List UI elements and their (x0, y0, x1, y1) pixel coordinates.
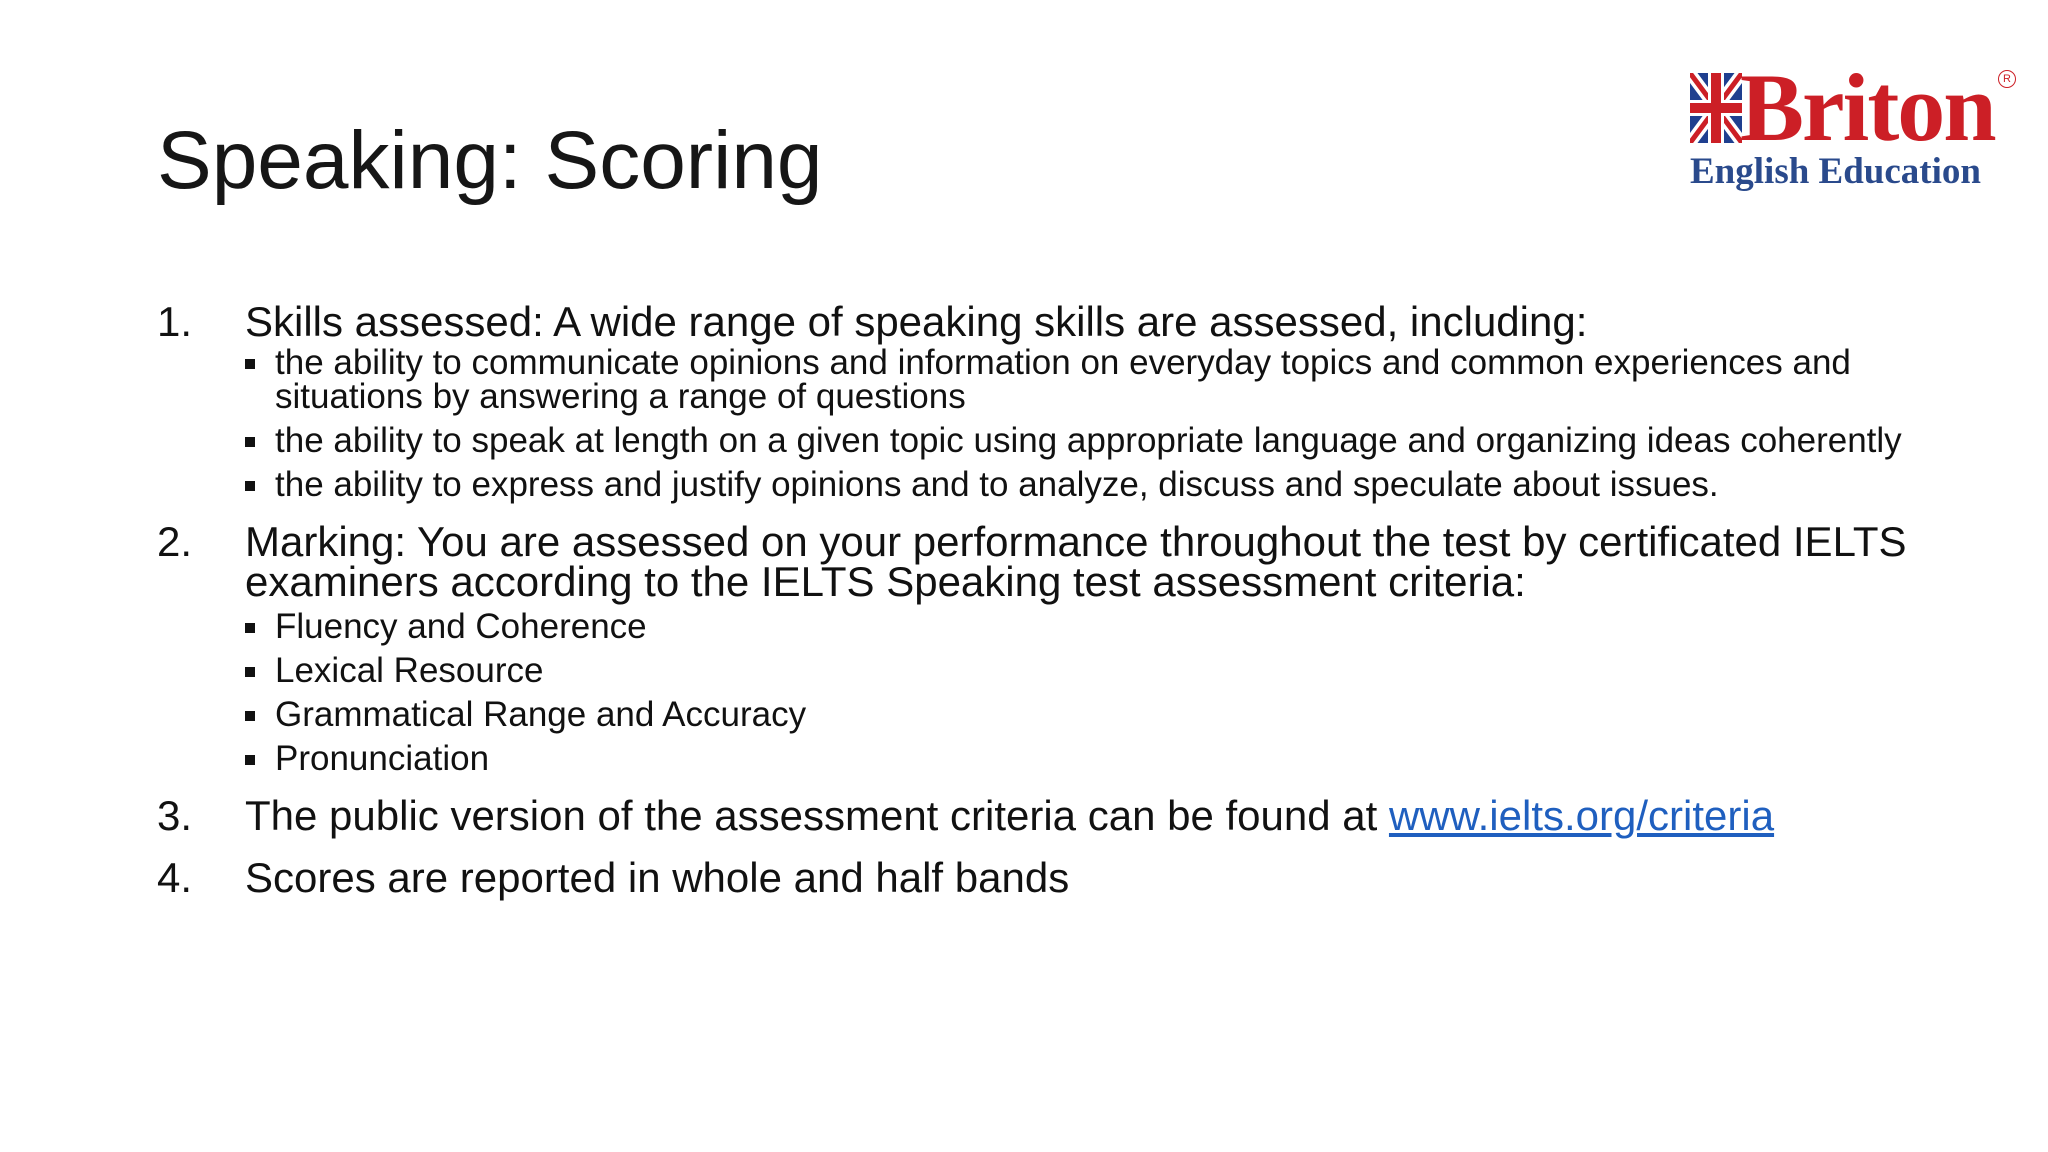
sub-item (245, 695, 1917, 734)
square-bullet-icon (245, 481, 255, 491)
briton-logo (1690, 54, 2020, 202)
sub-item (245, 651, 1917, 690)
logo-subtitle: English Education (1690, 151, 1981, 192)
logo-wordmark: Briton (1740, 54, 1995, 161)
sub-item-text: Lexical Resource (275, 651, 544, 690)
sub-item (245, 739, 1917, 778)
square-bullet-icon (245, 711, 255, 721)
item-text: Marking: You are assessed on your performance throughout the test by certificated IELTS examiners according to the IELTS Speaking test assessment criteria: (245, 518, 1907, 605)
square-bullet-icon (245, 623, 255, 633)
square-bullet-icon (245, 755, 255, 765)
item-text-lead: The public version of the assessment criteria can be found at (245, 792, 1389, 839)
sub-list (245, 607, 1917, 778)
item-number: 4. (157, 854, 193, 901)
sub-item-text: the ability to communicate opinions and information on everyday topics and common experiences and situations by answering a range of questions (275, 343, 1851, 416)
list-item-4 (157, 854, 1917, 901)
square-bullet-icon (245, 667, 255, 677)
sub-item-text: Fluency and Coherence (275, 607, 647, 646)
list-item-3 (157, 792, 1917, 839)
item-text: Scores are reported in whole and half bands (245, 854, 1070, 901)
item-number: 2. (157, 518, 193, 565)
sub-list (245, 343, 1917, 504)
item-number: 3. (157, 792, 193, 839)
registered-mark: R (1998, 70, 2016, 88)
item-number: 1. (157, 298, 193, 345)
sub-item-text: Pronunciation (275, 739, 490, 778)
square-bullet-icon (245, 359, 255, 369)
square-bullet-icon (245, 437, 255, 447)
slide-title: Speaking: Scoring (157, 115, 823, 206)
sub-item (245, 465, 1917, 504)
sub-item-text: Grammatical Range and Accuracy (275, 695, 807, 734)
list-item-1 (157, 298, 1917, 504)
sub-item (245, 607, 1917, 646)
sub-item (245, 343, 1917, 416)
sub-item (245, 421, 1917, 460)
union-jack-icon (1690, 73, 1742, 143)
sub-item-text: the ability to speak at length on a given topic using appropriate language and organizing ideas coherently (275, 421, 1902, 460)
item-text (245, 792, 1917, 839)
criteria-link[interactable]: www.ielts.org/criteria (1388, 792, 1775, 839)
slide-body (157, 298, 1917, 901)
list-item-2 (157, 518, 1917, 778)
item-text: Skills assessed: A wide range of speaking skills are assessed, including: (245, 298, 1588, 345)
sub-item-text: the ability to express and justify opinions and to analyze, discuss and speculate about issues. (275, 465, 1719, 504)
